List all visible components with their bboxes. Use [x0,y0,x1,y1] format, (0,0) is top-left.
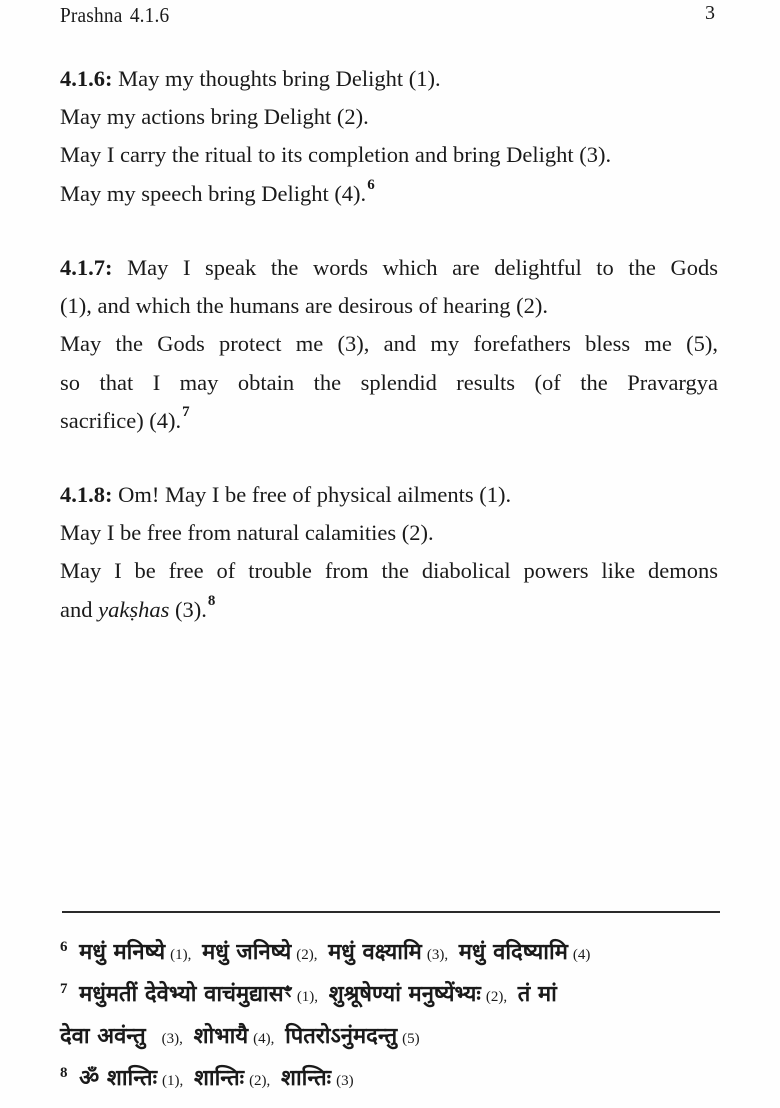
verse-line [60,175,718,213]
sanskrit-phrase: मधुं वदिष्यामि [458,940,568,965]
sanskrit-phrase: मधुं मनिष्ये [79,940,166,965]
footnote-6 [60,932,730,974]
sanskrit-phrase: शुश्रूषेण्यां मनुष्येंभ्यः [328,982,481,1007]
phrase-ref: (5) [402,1031,420,1047]
verse-line: (1), and which the humans are desirous of hearing (2). [60,293,548,319]
sanskrit-phrase: मधुं वक्ष्यामि [328,940,422,965]
verse-line: May I carry the ritual to its completion and bring Delight (3). [60,142,612,168]
footnotes [60,932,730,1100]
phrase-ref: (1), [162,1073,184,1089]
verse-line [60,591,718,629]
verse-line: May the Gods protect me (3), and my forefathers bless me (5), [60,331,718,357]
phrase-ref: (1), [170,947,192,963]
verse-line: May I be free from natural calamities (2). [60,520,434,546]
footnote-number: 6 [60,939,68,955]
verse-text: May my thoughts bring Delight (1). [112,66,441,91]
phrase-ref: (3), [161,1031,183,1047]
footnote-7-continued [60,1016,730,1058]
verse-number: 4.1.6: [60,66,113,91]
sanskrit-phrase: देवा अवंन्तु [60,1024,146,1049]
verse-4-1-7 [60,249,718,440]
verse-line: May my actions bring Delight (2). [60,104,369,130]
verse-text: (3). [169,596,207,622]
verse-4-1-8 [60,476,718,629]
verse-line [60,402,718,440]
verse-line: May I be free of trouble from the diabolical powers like demons [60,558,718,584]
phrase-ref: (1), [296,989,319,1005]
verse-4-1-6 [60,60,718,213]
verse-line [60,476,718,514]
verse-text: Om! May I be free of physical ailments (1). [112,482,512,507]
verse-line: so that I may obtain the splendid results (of the Pravargya [60,369,718,395]
sanskrit-phrase: शान्तिः [193,1066,245,1091]
phrase-ref: (3) [336,1073,354,1089]
sanskrit-phrase: शोभायै [193,1024,249,1049]
phrase-ref: (2), [296,947,318,963]
footnote-number: 7 [60,981,68,997]
sanskrit-phrase: पितरोऽनुंमदन्तु [285,1024,398,1049]
phrase-ref: (2), [249,1073,271,1089]
footnote-number: 8 [60,1065,68,1081]
phrase-ref: (4), [253,1031,275,1047]
sanskrit-phrase: मधुं जनिष्ये [202,940,292,965]
footnote-reference[interactable]: 7 [182,403,190,420]
sanskrit-phrase: मधुंमतीं देवेभ्यो वाचंमुद्यासꣳ [79,982,292,1007]
sanskrit-phrase: ॐ शान्तिः [79,1066,158,1091]
verse-line [60,60,718,98]
running-head [60,3,169,28]
page-number: 3 [705,2,715,24]
phrase-ref: (3), [426,947,449,963]
running-head-label: Prashna [60,3,123,27]
footnote-reference[interactable]: 6 [367,176,375,193]
verse-line [60,249,718,287]
footnote-reference[interactable]: 8 [207,592,216,609]
phrase-ref: (4) [572,947,591,963]
phrase-ref: (2), [485,989,508,1005]
footnote-separator [62,911,720,913]
italic-term: yakṣhas [98,596,170,622]
verse-text: and [60,596,99,622]
footnote-7 [60,974,730,1016]
verse-text: May I speak the words which are delightful to the Gods [112,255,718,280]
verse-text: sacrifice) (4). [60,407,182,433]
sanskrit-phrase: शान्तिः [280,1066,332,1091]
verse-number: 4.1.7: [60,255,113,280]
verse-text: May my speech bring Delight (4). [60,180,367,206]
verse-number: 4.1.8: [60,482,113,507]
footnote-8 [60,1058,730,1100]
sanskrit-phrase: तं मां [517,982,557,1007]
running-head-section: 4.1.6 [129,3,170,27]
